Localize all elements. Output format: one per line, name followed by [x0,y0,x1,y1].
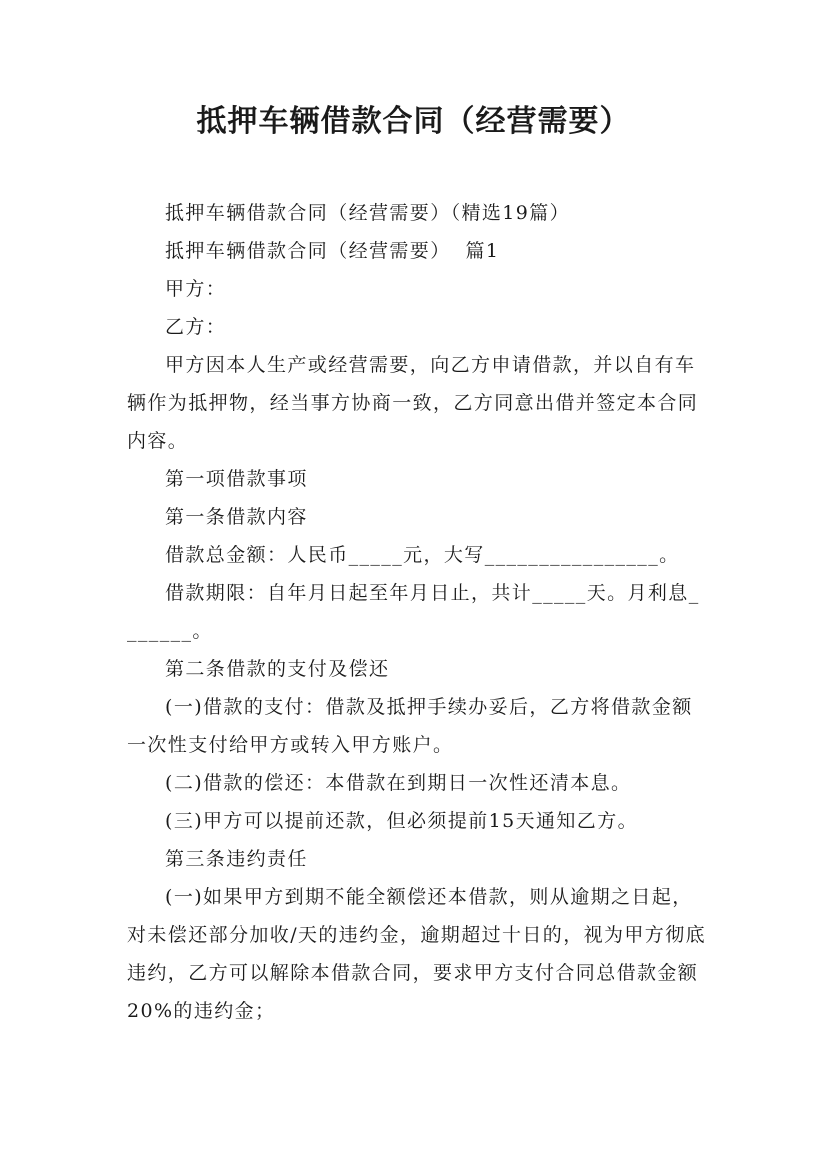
document-title: 抵押车辆借款合同（经营需要） [196,104,631,139]
paragraph-loan-term: 借款期限：自年月日起至年月日止，共计_____天。月利息_______。 [127,582,700,642]
paragraph-breach: (一)如果甲方到期不能全额偿还本借款，则从逾期之日起，对未偿还部分加收/天的违约金，逾期超过十日的，视为甲方彻底违约，乙方可以解除本借款合同，要求甲方支付合同总借款金额20%的违约金； [127,886,707,1022]
document-body [127,194,707,1030]
paragraph-article-2-heading: 第二条借款的支付及偿还 [165,658,390,680]
paragraph-item-heading: 第一项借款事项 [165,468,308,490]
paragraph-section-heading: 抵押车辆借款合同（经营需要） 篇1 [165,240,500,262]
paragraph-early-repayment: (三)甲方可以提前还款，但必须提前15天通知乙方。 [165,810,639,832]
paragraph-article-3-heading: 第三条违约责任 [165,848,308,870]
paragraph-article-1-heading: 第一条借款内容 [165,506,308,528]
paragraph-loan-amount: 借款总金额：人民币_____元，大写________________。 [165,544,680,566]
paragraph-party-b: 乙方： [165,316,227,338]
paragraph-payment: (一)借款的支付：借款及抵押手续办妥后，乙方将借款金额一次性支付给甲方或转入甲方账户。 [127,696,693,756]
paragraph-repayment: (二)借款的偿还：本借款在到期日一次性还清本息。 [165,772,632,794]
paragraph-subtitle: 抵押车辆借款合同（经营需要）（精选19篇） [165,202,571,224]
paragraph-party-a: 甲方： [165,278,227,300]
paragraph-preamble: 甲方因本人生产或经营需要，向乙方申请借款，并以自有车辆作为抵押物，经当事方协商一致，乙方同意出借并签定本合同内容。 [127,354,699,452]
